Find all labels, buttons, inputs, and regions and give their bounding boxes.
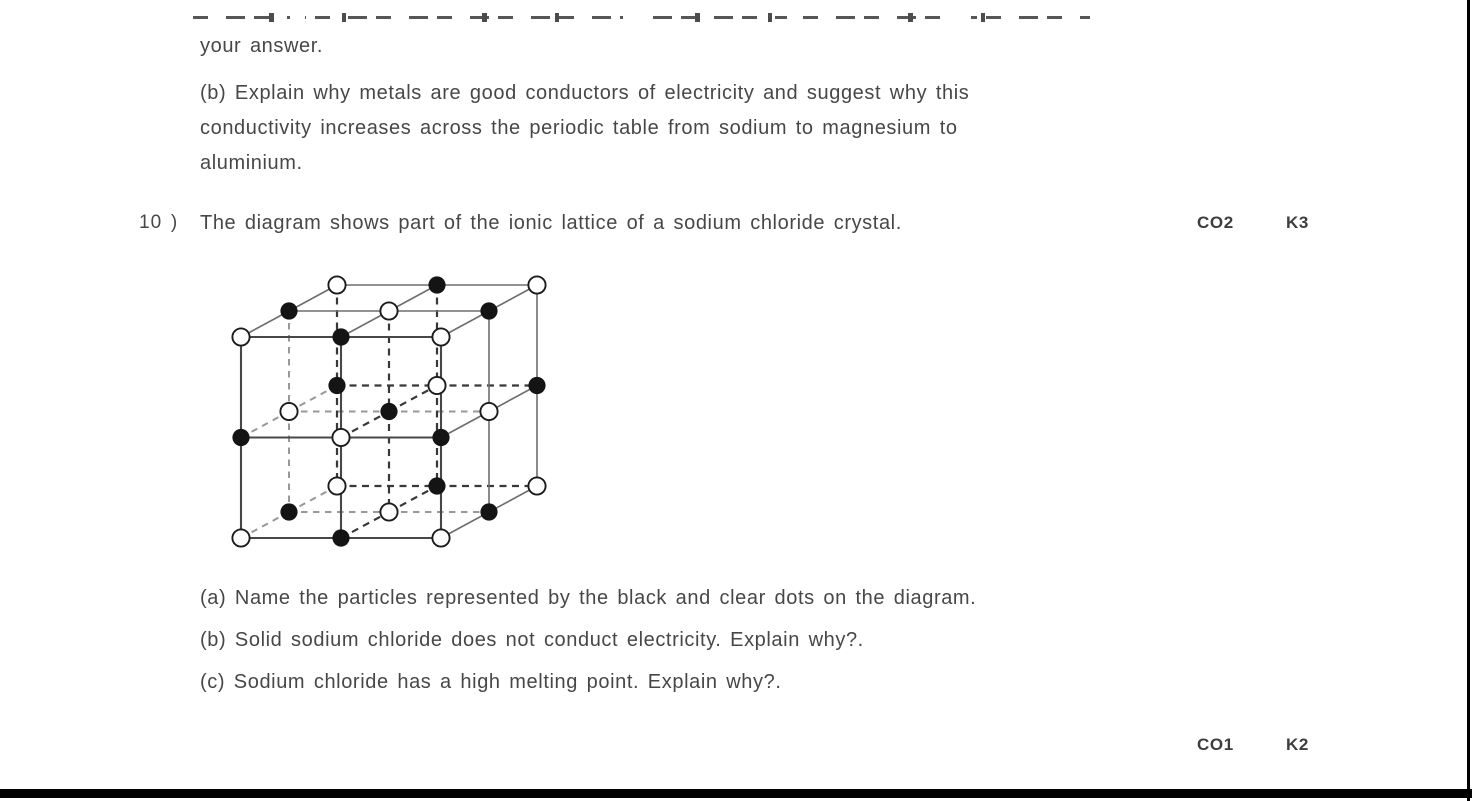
black-ion-dot [280,503,297,520]
nacl-lattice-diagram [215,262,560,562]
clear-ion-dot [432,328,449,345]
clear-ion-dot [328,276,345,293]
next-course-outcome-badge: CO1 [1197,735,1234,754]
black-ion-dot [480,302,497,319]
clear-ion-dot [528,276,545,293]
clipped-text-word-gaps [193,13,1090,23]
prev-question-part-b-line-2: conductivity increases across the periodic table from sodium to magnesium to [200,117,958,139]
clear-ion-dot [232,529,249,546]
question-prompt: The diagram shows part of the ionic lattice of a sodium chloride crystal. [200,212,902,234]
clear-ion-dot [432,529,449,546]
clear-ion-dot [328,477,345,494]
page-bottom-border [0,789,1472,798]
clear-ion-dot [528,477,545,494]
black-ion-dot [280,302,297,319]
page-right-border [1467,0,1470,801]
prev-question-closing-line: your answer. [200,35,324,57]
black-ion-dot [428,276,445,293]
black-ion-dot [332,529,349,546]
black-ion-dot [480,503,497,520]
clipped-text-remnant [193,13,1090,23]
clear-ion-dot [380,302,397,319]
clear-ion-dot [380,503,397,520]
clear-ion-dot [428,377,445,394]
black-ion-dot [232,429,249,446]
black-ion-dot [432,429,449,446]
black-ion-dot [528,377,545,394]
clear-ion-dot [280,403,297,420]
course-outcome-badge: CO2 [1197,213,1234,232]
black-ion-dot [380,403,397,420]
black-ion-dot [332,328,349,345]
black-ion-dot [428,477,445,494]
clear-ion-dot [332,429,349,446]
knowledge-level-badge: K3 [1286,213,1309,232]
prev-question-part-b-line-1: (b) Explain why metals are good conductors of electricity and suggest why this [200,82,970,104]
clear-ion-dot [232,328,249,345]
sub-question-c: (c) Sodium chloride has a high melting point. Explain why?. [200,671,782,693]
sub-question-a: (a) Name the particles represented by the black and clear dots on the diagram. [200,587,977,609]
question-number: 10 ) [139,212,179,233]
clear-ion-dot [480,403,497,420]
black-ion-dot [328,377,345,394]
next-knowledge-level-badge: K2 [1286,735,1309,754]
sub-question-b: (b) Solid sodium chloride does not conduct electricity. Explain why?. [200,629,864,651]
prev-question-part-b-line-3: aluminium. [200,152,303,174]
